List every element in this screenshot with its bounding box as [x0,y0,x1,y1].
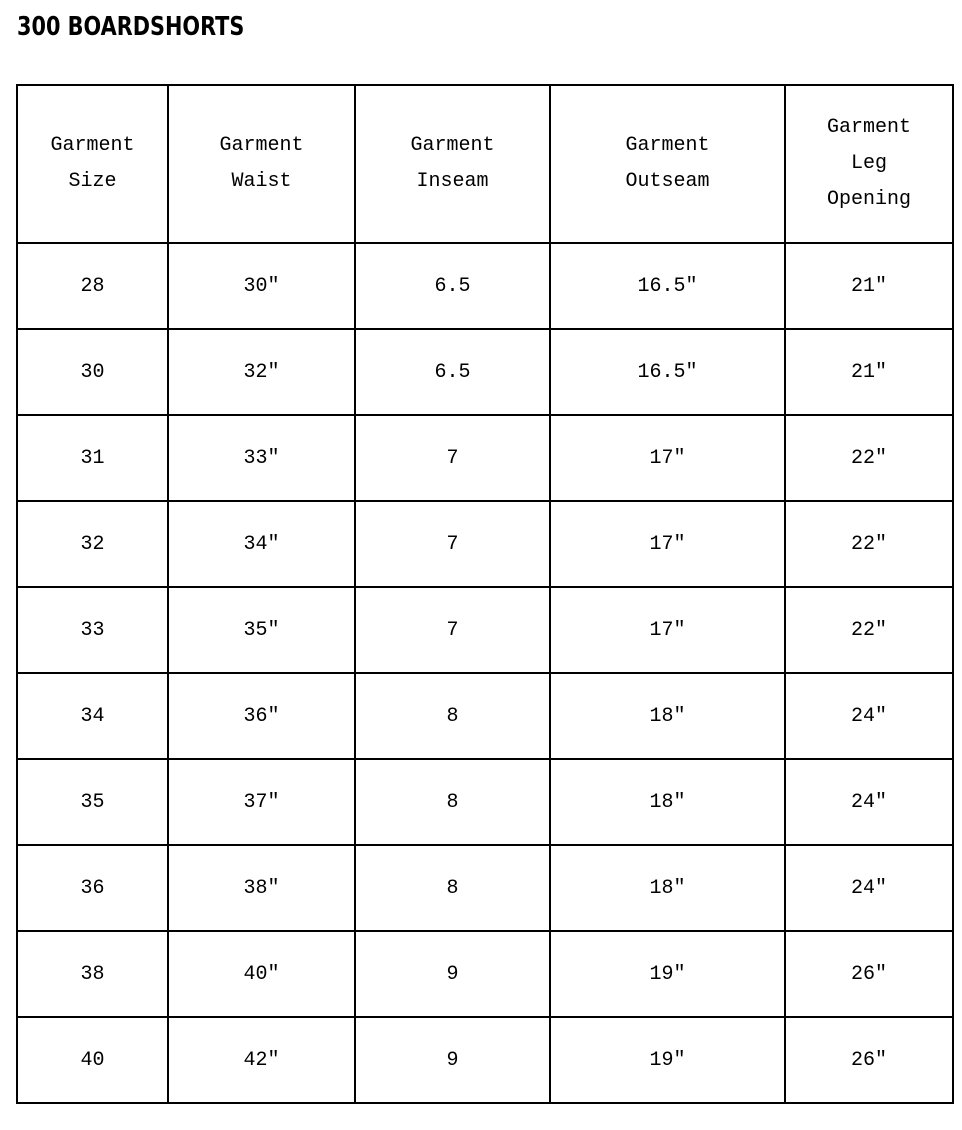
header-line: Size [68,170,117,193]
cell-size: 35 [17,759,168,845]
cell-size: 31 [17,415,168,501]
header-garment-leg-opening [785,85,953,243]
header-line: Garment [826,116,911,139]
table-row [17,673,953,759]
table-row [17,931,953,1017]
cell-leg-opening: 24" [785,845,953,931]
header-garment-size [17,85,168,243]
cell-waist: 30" [168,243,355,329]
header-line: Inseam [416,170,489,193]
cell-leg-opening: 22" [785,415,953,501]
cell-size: 30 [17,329,168,415]
cell-outseam: 16.5" [550,243,785,329]
cell-outseam: 17" [550,501,785,587]
cell-leg-opening: 22" [785,587,953,673]
header-garment-inseam [355,85,550,243]
cell-outseam: 16.5" [550,329,785,415]
cell-size: 36 [17,845,168,931]
header-line: Garment [219,134,304,157]
table-row [17,845,953,931]
page-title: 300 BOARDSHORTS [17,12,245,42]
table-row [17,587,953,673]
cell-waist: 38" [168,845,355,931]
cell-size: 28 [17,243,168,329]
cell-inseam: 8 [355,759,550,845]
cell-inseam: 8 [355,845,550,931]
cell-inseam: 6.5 [355,329,550,415]
cell-size: 32 [17,501,168,587]
header-line: Opening [826,188,911,211]
table-row [17,1017,953,1103]
cell-size: 38 [17,931,168,1017]
cell-leg-opening: 26" [785,1017,953,1103]
header-row [17,85,953,243]
cell-leg-opening: 21" [785,329,953,415]
cell-size: 34 [17,673,168,759]
cell-waist: 33" [168,415,355,501]
cell-leg-opening: 24" [785,673,953,759]
cell-inseam: 8 [355,673,550,759]
cell-outseam: 18" [550,759,785,845]
table-row [17,243,953,329]
header-line: Outseam [625,170,710,193]
cell-waist: 37" [168,759,355,845]
cell-size: 40 [17,1017,168,1103]
size-chart-table [16,84,954,1104]
cell-outseam: 18" [550,845,785,931]
header-line: Leg [850,152,887,175]
cell-waist: 40" [168,931,355,1017]
cell-size: 33 [17,587,168,673]
cell-leg-opening: 21" [785,243,953,329]
header-line: Garment [410,134,495,157]
header-garment-outseam [550,85,785,243]
cell-waist: 35" [168,587,355,673]
cell-inseam: 7 [355,587,550,673]
cell-inseam: 7 [355,501,550,587]
table-row [17,501,953,587]
cell-outseam: 17" [550,415,785,501]
cell-inseam: 9 [355,1017,550,1103]
cell-outseam: 19" [550,931,785,1017]
cell-outseam: 19" [550,1017,785,1103]
cell-waist: 36" [168,673,355,759]
header-line: Garment [625,134,710,157]
cell-waist: 42" [168,1017,355,1103]
table-row [17,415,953,501]
table-row [17,759,953,845]
cell-leg-opening: 26" [785,931,953,1017]
header-garment-waist [168,85,355,243]
table-row [17,329,953,415]
cell-leg-opening: 24" [785,759,953,845]
header-line: Garment [50,134,135,157]
cell-outseam: 18" [550,673,785,759]
cell-inseam: 9 [355,931,550,1017]
cell-outseam: 17" [550,587,785,673]
header-line: Waist [231,170,292,193]
cell-leg-opening: 22" [785,501,953,587]
cell-inseam: 6.5 [355,243,550,329]
cell-inseam: 7 [355,415,550,501]
cell-waist: 34" [168,501,355,587]
cell-waist: 32" [168,329,355,415]
